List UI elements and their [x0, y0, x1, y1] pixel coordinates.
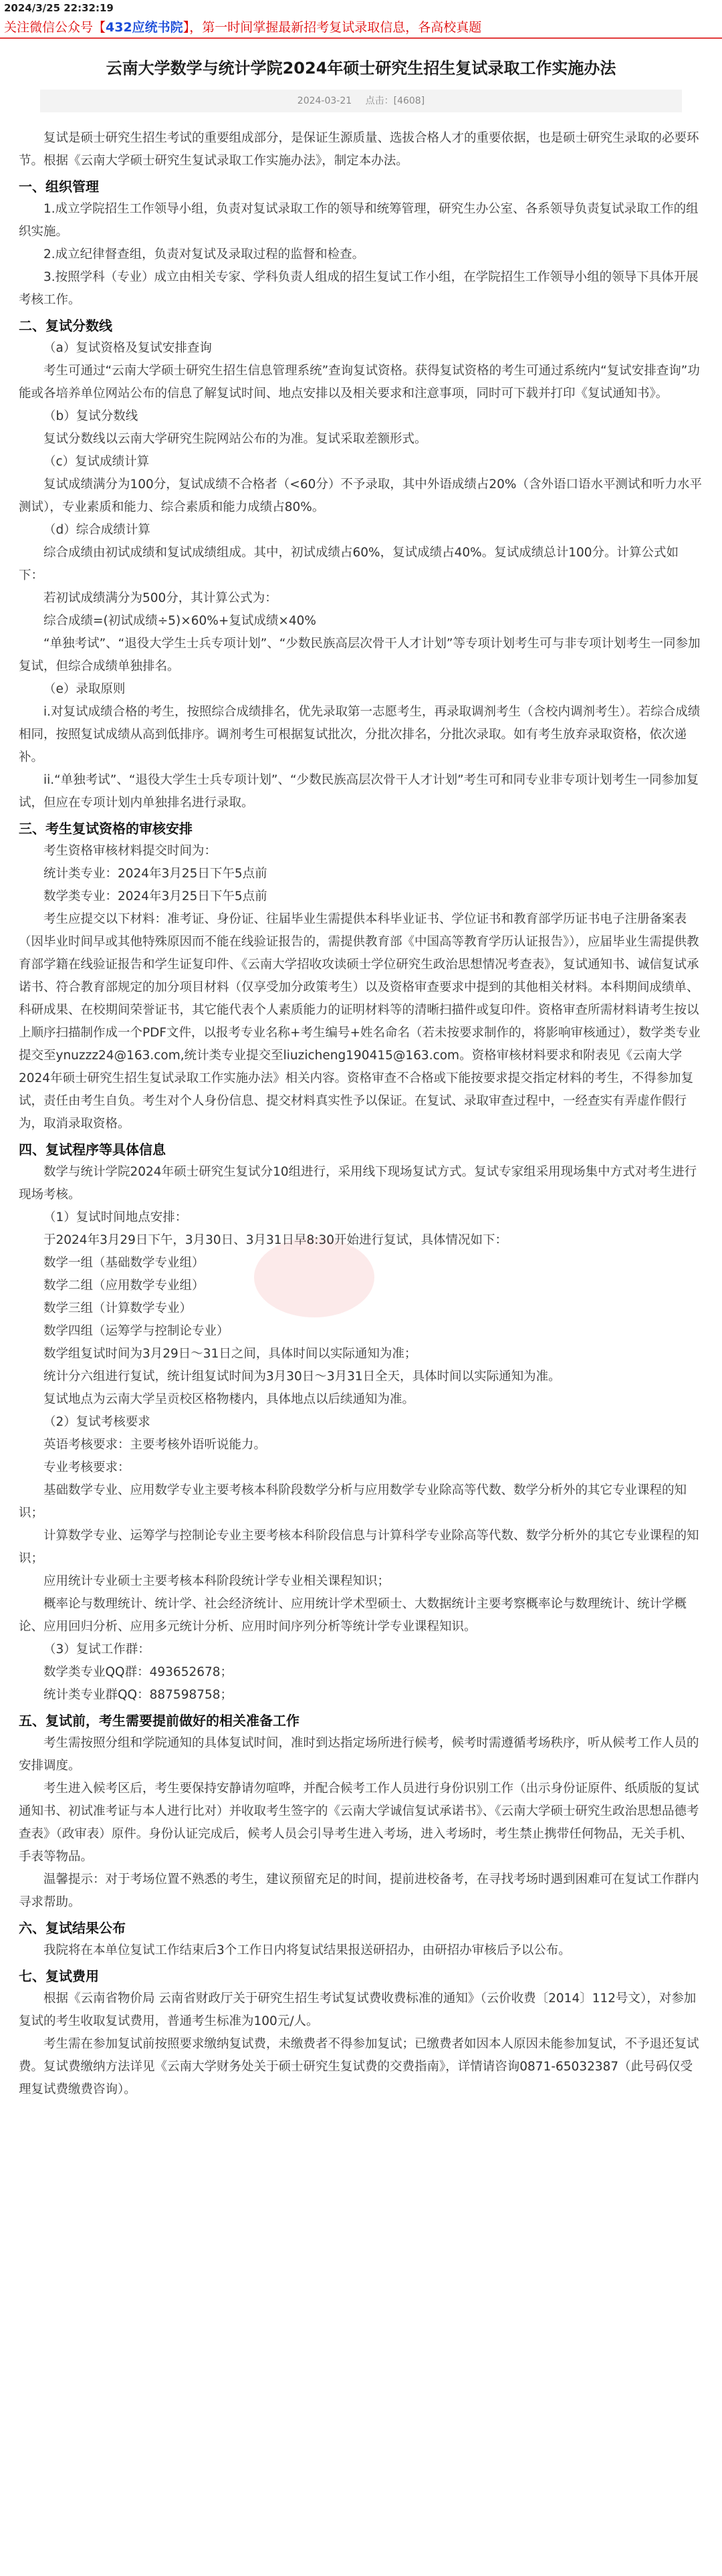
paragraph: 数学类专业QQ群：493652678； [43, 1665, 233, 1679]
section-heading: 三、考生复试资格的审核安排 [19, 821, 193, 837]
paragraph: 英语考核要求：主要考核外语听说能力。 [43, 1438, 267, 1452]
paragraph: 考生需在参加复试前按照要求缴纳复试费，未缴费者不得参加复试；已缴费者如因本人原因未能参加复试，不予退还复试费。复试费缴纳方法详见《云南大学财务处关于硕士研究生复试费的交费指南》，详情请咨询0871-65032387（此号码仅受理复试费缴费咨询）。 [19, 2037, 699, 2097]
paragraph: 统计类专业群QQ：887598758； [43, 1688, 233, 1702]
top-notice-bar [0, 0, 722, 39]
paragraph: 综合成绩=(初试成绩÷5)×60%+复试成绩×40% [43, 614, 316, 628]
paragraph: 复试地点为云南大学呈贡校区格物楼内，具体地点以后续通知为准。 [43, 1392, 415, 1406]
paragraph: （3）复试工作群： [43, 1642, 150, 1656]
wechat-notice[interactable] [4, 17, 481, 35]
paragraph: ii.“单独考试”、“退役大学生士兵专项计划”、“少数民族高层次骨干人才计划”考生可和同专业非专项计划考生一同参加复试，但应在专项计划内单独排名进行录取。 [19, 773, 699, 810]
paragraph: 应用统计专业硕士主要考核本科阶段统计学专业相关课程知识； [43, 1574, 390, 1588]
paragraph: （1）复试时间地点安排： [43, 1210, 188, 1224]
subsection-heading: （c）复试成绩计算 [43, 455, 150, 469]
capture-timestamp: 2024/3/25 22:32:19 [4, 2, 114, 14]
subsection-heading: （e）录取原则 [43, 682, 126, 696]
paragraph: 数学类专业：2024年3月25日下午5点前 [43, 889, 267, 903]
paragraph: 数学一组（基础数学专业组） [43, 1256, 205, 1270]
paragraph: “单独考试”、“退役大学生士兵专项计划”、“少数民族高层次骨干人才计划”等专项计划考生可与非专项计划考生一同参加复试，但综合成绩单独排名。 [19, 637, 701, 673]
paragraph: 复试是硕士研究生招生考试的重要组成部分，是保证生源质量、选拔合格人才的重要依据，也是硕士研究生录取的必要环节。根据《云南大学硕士研究生复试录取工作实施办法》，制定本办法。 [19, 131, 699, 168]
paragraph: 考生进入候考区后，考生要保持安静请勿喧哗，并配合候考工作人员进行身份识别工作（出示身份证原件、纸质版的复试通知书、初试准考证与本人进行比对）并收取考生签字的《云南大学诚信复试承诺书》、《云南大学硕士研究生政治思想品德考查表》（政审表）原件。身份认证完成后，候考人员会引导考生进入考场，进入考场时，考生禁止携带任何物品，无关手机、手表等物品。 [19, 1782, 699, 1864]
paragraph: 计算数学专业、运筹学与控制论专业主要考核本科阶段信息与计算科学专业除高等代数、数学分析外的其它专业课程的知识； [19, 1529, 699, 1566]
paragraph: 考生需按照分组和学院通知的具体复试时间，准时到达指定场所进行候考，候考时需遵循考场秩序，听从候考工作人员的安排调度。 [19, 1736, 699, 1773]
paragraph: 统计分六组进行复试，统计组复试时间为3月30日～3月31日全天，具体时间以实际通知为准。 [43, 1370, 561, 1384]
notice-brand: 432应统书院 [106, 20, 183, 35]
article-meta [40, 90, 682, 112]
paragraph: 统计类专业：2024年3月25日下午5点前 [43, 867, 267, 881]
article-title: 云南大学数学与统计学院2024年硕士研究生招生复试录取工作实施办法 [106, 59, 616, 78]
paragraph: 1.成立学院招生工作领导小组，负责对复试录取工作的领导和统筹管理，研究生办公室、各系领导负责复试录取工作的组织实施。 [19, 202, 699, 239]
subsection-heading: （b）复试分数线 [43, 409, 138, 423]
section-heading: 四、复试程序等具体信息 [19, 1142, 166, 1158]
paragraph: 概率论与数理统计、统计学、社会经济统计、应用统计学术型硕士、大数据统计主要考察概率论与数理统计、统计学概论、应用回归分析、应用多元统计分析、应用时间序列分析等统计学专业课程知识。 [19, 1597, 687, 1634]
paragraph: 考生资格审核材料提交时间为： [43, 844, 217, 858]
article-date: 2024-03-21 [297, 96, 352, 106]
paragraph: 根据《云南省物价局 云南省财政厅关于研究生招生考试复试费收费标准的通知》（云价收费〔2014〕112号文），对参加复试的考生收取复试费用，普通考生标准为100元/人。 [19, 1992, 697, 2028]
section-heading: 一、组织管理 [19, 179, 99, 195]
section-heading: 七、复试费用 [19, 1968, 99, 1984]
paragraph: 温馨提示：对于考场位置不熟悉的考生，建议预留充足的时间，提前进校备考，在寻找考场时遇到困难可在复试工作群内寻求帮助。 [19, 1872, 699, 1909]
article-body [19, 127, 703, 2576]
paragraph: 于2024年3月29日下午，3月30日、3月31日早8:30开始进行复试，具体情况如下： [43, 1233, 508, 1247]
section-heading: 六、复试结果公布 [19, 1920, 126, 1936]
paragraph: 数学四组（运筹学与控制论专业） [43, 1324, 229, 1338]
paragraph: 考生可通过“云南大学硕士研究生招生信息管理系统”查询复试资格。获得复试资格的考生可通过系统内“复试安排查询”功能或各培养单位网站公布的信息了解复试时间、地点安排以及相关要求和注意事项，同时可下载并打印《复试通知书》。 [19, 364, 700, 401]
paragraph: i.对复试成绩合格的考生，按照综合成绩排名，优先录取第一志愿考生，再录取调剂考生（含校内调剂考生）。若综合成绩相同，按照复试成绩从高到低排序。调剂考生可根据复试批次，分批次排名，分批次录取。如有考生放弃录取资格，依次递补。 [19, 705, 701, 764]
subsection-heading: （d）综合成绩计算 [43, 523, 150, 537]
paragraph: 基础数学专业、应用数学专业主要考核本科阶段数学分析与应用数学专业除高等代数、数学分析外的其它专业课程的知识； [19, 1483, 687, 1520]
paragraph: 数学三组（计算数学专业） [43, 1301, 193, 1315]
paragraph: 3.按照学科（专业）成立由相关专家、学科负责人组成的招生复试工作小组，在学院招生工作领导小组的领导下具体开展考核工作。 [19, 270, 699, 307]
paragraph: （2）复试考核要求 [43, 1415, 150, 1429]
paragraph: 考生应提交以下材料：准考证、身份证、往届毕业生需提供本科毕业证书、学位证书和教育部学历证书电子注册备案表（因毕业时间早或其他特殊原因而不能在线验证报告的，需提供教育部《中国高等教育学历认证报告》），应届毕业生需提供教育部学籍在线验证报告和学生证复印件、《云南大学招收攻读硕士学位研究生政治思想情况考查表》，复试通知书、诚信复试承诺书、符合教育部规定的加分项目材料（仅享受加分政策考生）以及资格审查要求中提到的其他相关材料。本科期间成绩单、科研成果、在校期间荣誉证书，其它能代表个人素质能力的证明材料等的清晰扫描件或复印件。资格审查所需材料请考生按以上顺序扫描制作成一个PDF文件，以报考专业名称+考生编号+姓名命名（若未按要求制作的，将影响审核通过），数学类专业提交至ynuzzz24@163.com,统计类专业提交至liuzicheng190415@163.com。资格审核材料要求和附表见《云南大学2024年硕士研究生招生复试录取工作实施办法》相关内容。资格审查不合格或下能按要求提交指定材料的考生，不得参加复试，责任由考生自负。考生对个人身份信息、提交材料真实性予以保证。在复试、录取审查过程中，一经查实有弄虚作假行为，取消录取资格。 [19, 912, 701, 1131]
paragraph: 数学组复试时间为3月29日～31日之间，具体时间以实际通知为准； [43, 1347, 417, 1361]
paragraph: 专业考核要求： [43, 1461, 130, 1475]
paragraph: 数学与统计学院2024年硕士研究生复试分10组进行，采用线下现场复试方式。复试专家组采用现场集中方式对考生进行现场考核。 [19, 1165, 697, 1202]
notice-suffix: 】，第一时间掌握最新招考复试录取信息，各高校真题 [183, 20, 482, 35]
paragraph: 我院将在本单位复试工作结束后3个工作日内将复试结果报送研招办，由研招办审核后予以公布。 [43, 1943, 571, 1957]
subsection-heading: （a）复试资格及复试安排查询 [43, 341, 212, 355]
paragraph: 数学二组（应用数学专业组） [43, 1279, 205, 1293]
section-heading: 二、复试分数线 [19, 318, 112, 334]
paragraph: 复试成绩满分为100分，复试成绩不合格者（<60分）不予录取，其中外语成绩占20%（含外语口语水平测试和听力水平测试），专业素质和能力、综合素质和能力成绩占80%。 [19, 477, 702, 514]
paragraph: 复试分数线以云南大学研究生院网站公布的为准。复试采取差额形式。 [43, 432, 427, 446]
section-heading: 五、复试前，考生需要提前做好的相关准备工作 [19, 1713, 299, 1729]
paragraph: 2.成立纪律督查组，负责对复试及录取过程的监督和检查。 [43, 247, 365, 261]
notice-prefix: 关注微信公众号【 [4, 20, 106, 35]
paragraph: 若初试成绩满分为500分，其计算公式为： [43, 591, 277, 605]
article-views: 点击：[4608] [365, 96, 425, 106]
paragraph: 综合成绩由初试成绩和复试成绩组成。其中，初试成绩占60%，复试成绩占40%。复试成绩总计100分。计算公式如下： [19, 546, 679, 582]
